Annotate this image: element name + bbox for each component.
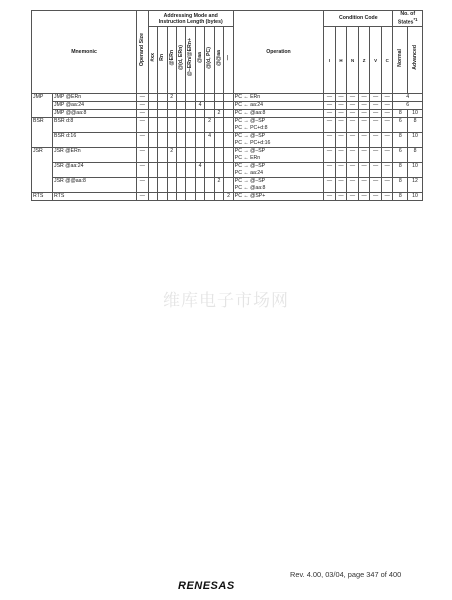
flag-cell: — xyxy=(335,94,347,102)
length-cell xyxy=(224,118,234,133)
length-cell: 2 xyxy=(214,110,223,118)
flag-cell: — xyxy=(347,118,359,133)
flag-header: N xyxy=(347,27,359,94)
mode-header: @aa xyxy=(195,27,204,94)
table-row xyxy=(32,178,423,193)
length-cell xyxy=(224,178,234,193)
flag-cell: — xyxy=(370,178,382,193)
length-cell xyxy=(214,148,223,163)
operation-cell xyxy=(233,102,323,110)
length-cell xyxy=(167,178,176,193)
flag-cell: — xyxy=(370,148,382,163)
operation-line: PC ← @SP+ xyxy=(234,193,266,199)
length-cell xyxy=(186,163,195,178)
flag-cell: — xyxy=(324,94,336,102)
operation-line: PC ← PC+d:8 xyxy=(234,125,268,131)
flag-cell: — xyxy=(324,148,336,163)
flag-header: I xyxy=(324,27,336,94)
watermark: 维库电子市场网 xyxy=(163,291,289,310)
operand-size-cell: — xyxy=(137,110,149,118)
length-cell: 2 xyxy=(214,178,223,193)
states-normal-cell: 8 xyxy=(393,178,408,193)
operand-size-cell: — xyxy=(137,118,149,133)
flag-cell: — xyxy=(324,178,336,193)
length-cell xyxy=(195,110,204,118)
group-cell: RTS xyxy=(32,193,53,201)
operation-line: PC → @–SP xyxy=(234,163,266,169)
flag-header: C xyxy=(381,27,393,94)
operand-size-cell: — xyxy=(137,148,149,163)
flag-cell: — xyxy=(358,148,370,163)
length-cell xyxy=(214,102,223,110)
length-cell xyxy=(148,163,157,178)
length-cell xyxy=(205,178,214,193)
table-row xyxy=(32,193,423,201)
addressing-mode-header: Addressing Mode and Instruction Length (bytes) xyxy=(148,11,233,27)
mnemonic-cell: BSR d:8 xyxy=(53,118,137,133)
length-cell: 4 xyxy=(195,102,204,110)
flag-cell: — xyxy=(381,94,393,102)
flag-cell: — xyxy=(347,94,359,102)
states-advanced-cell: 10 xyxy=(408,110,423,118)
length-cell xyxy=(176,133,185,148)
flag-cell: — xyxy=(370,110,382,118)
length-cell xyxy=(214,163,223,178)
flag-cell: — xyxy=(381,102,393,110)
states-normal-cell: 6 xyxy=(393,118,408,133)
flag-cell: — xyxy=(347,148,359,163)
operation-cell xyxy=(233,148,323,163)
length-cell xyxy=(167,110,176,118)
length-cell xyxy=(148,133,157,148)
flag-cell: — xyxy=(335,193,347,201)
length-cell xyxy=(195,118,204,133)
length-cell xyxy=(158,102,167,110)
flag-cell: — xyxy=(335,133,347,148)
operation-line: PC ← PC+d:16 xyxy=(234,140,271,146)
operation-line: PC → @–SP xyxy=(234,148,266,154)
flag-cell: — xyxy=(370,102,382,110)
states-advanced-cell: 8 xyxy=(408,148,423,163)
table-row xyxy=(32,163,423,178)
length-cell xyxy=(205,110,214,118)
mode-header: @@aa xyxy=(214,27,223,94)
length-cell xyxy=(186,178,195,193)
operation-cell xyxy=(233,163,323,178)
length-cell: 2 xyxy=(224,193,234,201)
operand-size-cell: — xyxy=(137,133,149,148)
length-cell xyxy=(167,102,176,110)
length-cell xyxy=(167,163,176,178)
length-cell xyxy=(176,178,185,193)
length-cell xyxy=(224,163,234,178)
flag-header: V xyxy=(370,27,382,94)
length-cell xyxy=(205,102,214,110)
flag-cell: — xyxy=(370,118,382,133)
normal-header: Normal xyxy=(393,27,408,94)
length-cell xyxy=(158,163,167,178)
length-cell xyxy=(195,178,204,193)
mnemonic-header: Mnemonic xyxy=(32,11,137,94)
flag-cell: — xyxy=(358,118,370,133)
length-cell xyxy=(195,193,204,201)
flag-cell: — xyxy=(358,163,370,178)
length-cell xyxy=(176,110,185,118)
group-cell: BSR xyxy=(32,118,53,148)
operand-size-cell: — xyxy=(137,163,149,178)
flag-cell: — xyxy=(358,133,370,148)
operation-line: PC ← ERn xyxy=(234,155,261,161)
length-cell xyxy=(148,110,157,118)
length-cell xyxy=(205,148,214,163)
operand-size-cell: — xyxy=(137,102,149,110)
length-cell xyxy=(148,94,157,102)
states-cell: 6 xyxy=(393,102,423,110)
length-cell xyxy=(167,193,176,201)
table-body xyxy=(32,94,423,201)
length-cell: 2 xyxy=(167,94,176,102)
length-cell xyxy=(224,133,234,148)
states-advanced-cell: 12 xyxy=(408,178,423,193)
flag-cell: — xyxy=(381,110,393,118)
flag-cell: — xyxy=(358,102,370,110)
length-cell xyxy=(186,94,195,102)
condition-code-header: Condition Code xyxy=(324,11,393,27)
flag-cell: — xyxy=(358,193,370,201)
table-row xyxy=(32,102,423,110)
length-cell xyxy=(158,193,167,201)
length-cell xyxy=(186,193,195,201)
length-cell xyxy=(186,133,195,148)
flag-cell: — xyxy=(324,163,336,178)
renesas-logo: RENESAS xyxy=(178,580,235,592)
instruction-table xyxy=(31,10,423,201)
length-cell xyxy=(195,148,204,163)
flag-cell: — xyxy=(381,163,393,178)
states-header: No. of States$^{*1}$ xyxy=(393,11,423,27)
flag-cell: — xyxy=(335,118,347,133)
length-cell xyxy=(224,94,234,102)
operation-line: PC → @–SP xyxy=(234,178,266,184)
length-cell xyxy=(148,178,157,193)
flag-cell: — xyxy=(347,102,359,110)
flag-cell: — xyxy=(324,118,336,133)
states-normal-cell: 8 xyxy=(393,110,408,118)
operation-cell xyxy=(233,110,323,118)
operation-cell xyxy=(233,118,323,133)
flag-cell: — xyxy=(381,118,393,133)
flag-cell: — xyxy=(324,193,336,201)
flag-header: Z xyxy=(358,27,370,94)
page-footer: Rev. 4.00, 03/04, page 347 of 400 xyxy=(290,570,402,579)
flag-cell: — xyxy=(347,178,359,193)
flag-cell: — xyxy=(358,94,370,102)
flag-cell: — xyxy=(335,163,347,178)
flag-header: H xyxy=(335,27,347,94)
length-cell xyxy=(205,193,214,201)
operand-size-header: Operand Size xyxy=(137,11,149,94)
length-cell xyxy=(214,133,223,148)
length-cell xyxy=(205,163,214,178)
operation-cell xyxy=(233,133,323,148)
table-row xyxy=(32,110,423,118)
operand-size-cell: — xyxy=(137,178,149,193)
states-normal-cell: 6 xyxy=(393,148,408,163)
length-cell xyxy=(158,148,167,163)
length-cell xyxy=(176,193,185,201)
table-row xyxy=(32,148,423,163)
states-advanced-cell: 10 xyxy=(408,193,423,201)
operation-line: PC → @–SP xyxy=(234,118,266,124)
mnemonic-cell: JSR @@aa:8 xyxy=(53,178,137,193)
states-cell: 4 xyxy=(393,94,423,102)
length-cell: 4 xyxy=(195,163,204,178)
length-cell xyxy=(224,148,234,163)
length-cell xyxy=(158,110,167,118)
flag-cell: — xyxy=(347,193,359,201)
length-cell xyxy=(167,118,176,133)
flag-cell: — xyxy=(381,133,393,148)
length-cell xyxy=(186,118,195,133)
flag-cell: — xyxy=(370,133,382,148)
length-cell xyxy=(167,133,176,148)
operation-line: PC ← aa:24 xyxy=(234,170,264,176)
mnemonic-cell: JMP @aa:24 xyxy=(53,102,137,110)
flag-cell: — xyxy=(324,110,336,118)
flag-cell: — xyxy=(370,193,382,201)
length-cell xyxy=(176,94,185,102)
group-cell: JSR xyxy=(32,148,53,193)
length-cell xyxy=(195,94,204,102)
table-row xyxy=(32,133,423,148)
length-cell xyxy=(214,118,223,133)
length-cell xyxy=(148,148,157,163)
flag-cell: — xyxy=(370,163,382,178)
length-cell: 2 xyxy=(167,148,176,163)
operation-cell xyxy=(233,193,323,201)
mnemonic-cell: BSR d:16 xyxy=(53,133,137,148)
mode-header: @ERn xyxy=(167,27,176,94)
length-cell xyxy=(224,110,234,118)
flag-cell: — xyxy=(381,193,393,201)
mode-header: — xyxy=(224,27,234,94)
length-cell xyxy=(186,110,195,118)
length-cell xyxy=(176,118,185,133)
flag-cell: — xyxy=(381,178,393,193)
mnemonic-cell: RTS xyxy=(53,193,137,201)
mode-header: @(d, PC) xyxy=(205,27,214,94)
length-cell xyxy=(148,193,157,201)
length-cell xyxy=(148,118,157,133)
length-cell xyxy=(224,102,234,110)
length-cell xyxy=(214,193,223,201)
flag-cell: — xyxy=(381,148,393,163)
operation-line: PC ← aa:24 xyxy=(234,102,264,108)
length-cell xyxy=(176,163,185,178)
mode-header: Rn xyxy=(158,27,167,94)
mnemonic-cell: JSR @aa:24 xyxy=(53,163,137,178)
states-normal-cell: 8 xyxy=(393,133,408,148)
states-advanced-cell: 10 xyxy=(408,133,423,148)
length-cell: 4 xyxy=(205,133,214,148)
length-cell xyxy=(186,148,195,163)
flag-cell: — xyxy=(324,133,336,148)
operand-size-cell: — xyxy=(137,94,149,102)
operation-cell xyxy=(233,178,323,193)
flag-cell: — xyxy=(347,110,359,118)
mode-header: @(d, ERn) xyxy=(176,27,185,94)
length-cell xyxy=(158,118,167,133)
mode-header: @–ERn/@ERn+ xyxy=(186,27,195,94)
flag-cell: — xyxy=(370,94,382,102)
states-normal-cell: 8 xyxy=(393,163,408,178)
states-advanced-cell: 8 xyxy=(408,118,423,133)
operation-line: PC → @–SP xyxy=(234,133,266,139)
table-row xyxy=(32,94,423,102)
flag-cell: — xyxy=(347,163,359,178)
length-cell xyxy=(176,102,185,110)
operation-cell xyxy=(233,94,323,102)
length-cell xyxy=(158,133,167,148)
operation-line: PC ← @aa:8 xyxy=(234,185,266,191)
operation-header: Operation xyxy=(233,11,323,94)
mnemonic-cell: JMP @@aa:8 xyxy=(53,110,137,118)
length-cell xyxy=(176,148,185,163)
mode-header: #xx xyxy=(148,27,157,94)
length-cell xyxy=(158,178,167,193)
table-row xyxy=(32,118,423,133)
length-cell xyxy=(158,94,167,102)
length-cell xyxy=(205,94,214,102)
length-cell xyxy=(148,102,157,110)
states-normal-cell: 8 xyxy=(393,193,408,201)
flag-cell: — xyxy=(335,102,347,110)
states-advanced-cell: 10 xyxy=(408,163,423,178)
advanced-header: Advanced xyxy=(408,27,423,94)
flag-cell: — xyxy=(347,133,359,148)
length-cell xyxy=(195,133,204,148)
flag-cell: — xyxy=(358,110,370,118)
flag-cell: — xyxy=(358,178,370,193)
length-cell: 2 xyxy=(205,118,214,133)
length-cell xyxy=(186,102,195,110)
group-cell: JMP xyxy=(32,94,53,118)
mnemonic-cell: JSR @ERn xyxy=(53,148,137,163)
flag-cell: — xyxy=(335,110,347,118)
operation-line: PC ← ERn xyxy=(234,94,261,100)
operand-size-cell: — xyxy=(137,193,149,201)
flag-cell: — xyxy=(335,178,347,193)
flag-cell: — xyxy=(324,102,336,110)
operation-line: PC ← @aa:8 xyxy=(234,110,266,116)
flag-cell: — xyxy=(335,148,347,163)
mnemonic-cell: JMP @ERn xyxy=(53,94,137,102)
length-cell xyxy=(214,94,223,102)
